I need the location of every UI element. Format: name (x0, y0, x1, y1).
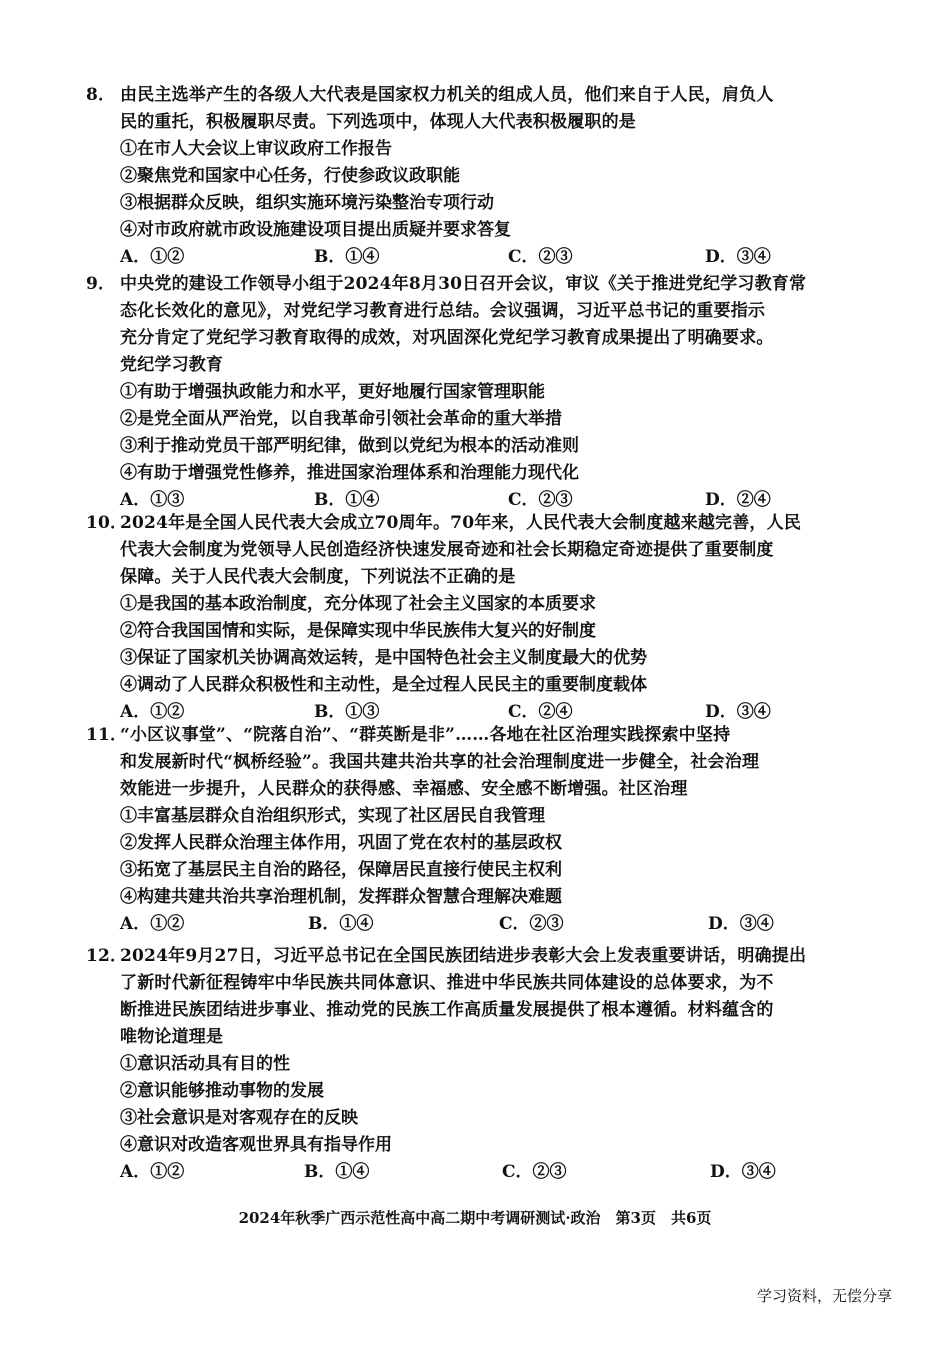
question-stem-line: 党纪学习教育 (120, 355, 224, 375)
statement-option: ③根据群众反映，组织实施环境污染整治专项行动 (120, 193, 494, 213)
statement-option: ②是党全面从严治党，以自我革命引领社会革命的重大举措 (120, 409, 562, 429)
statement-option: ②聚焦党和国家中心任务，行使参政议政职能 (120, 166, 460, 186)
choice-b: B．①③ (314, 702, 380, 722)
statement-option: ②发挥人民群众治理主体作用，巩固了党在农村的基层政权 (120, 833, 562, 853)
statement-option: ④构建共建共治共享治理机制，发挥群众智慧合理解决难题 (120, 887, 562, 907)
page-footer: 2024年秋季广西示范性高中高二期中考调研测试·政治 第3页 共6页 (238, 1209, 712, 1227)
answer-choices (86, 1159, 876, 1186)
choice-d: D．③④ (710, 1162, 776, 1182)
question-stem-line: 和发展新时代“枫桥经验”。我国共建共治共享的社会治理制度进一步健全，社会治理 (120, 752, 760, 772)
share-note: 学习资料，无偿分享 (756, 1287, 892, 1305)
statement-option: ①丰富基层群众自治组织形式，实现了社区居民自我管理 (120, 806, 545, 826)
statement-option: ①意识活动具有目的性 (120, 1054, 290, 1074)
question-stem-line: 代表大会制度为党领导人民创造经济快速发展奇迹和社会长期稳定奇迹提供了重要制度 (120, 540, 774, 560)
question-number: 10． (86, 513, 128, 533)
choice-c: C．②③ (502, 1162, 567, 1182)
question-stem-line: 断推进民族团结进步事业、推动党的民族工作高质量发展提供了根本遵循。材料蕴含的 (120, 1000, 774, 1020)
question-stem-line: 唯物论道理是 (120, 1027, 224, 1047)
question-12 (86, 943, 876, 1186)
choice-c: C．②④ (508, 702, 573, 722)
choice-d: D．③④ (705, 247, 771, 267)
question-stem-line: 2024年9月27日，习近平总书记在全国民族团结进步表彰大会上发表重要讲话，明确提出 (120, 946, 807, 966)
answer-choices (86, 911, 876, 938)
choice-b: B．①④ (314, 247, 380, 267)
question-stem-line: 中央党的建设工作领导小组于2024年8月30日召开会议，审议《关于推进党纪学习教育常 (120, 274, 807, 294)
answer-choices (86, 244, 876, 271)
question-stem-line: 了新时代新征程铸牢中华民族共同体意识、推进中华民族共同体建设的总体要求，为不 (120, 973, 774, 993)
choice-c: C．②③ (508, 490, 573, 510)
choice-c: C．②③ (499, 914, 564, 934)
question-stem-line: 由民主选举产生的各级人大代表是国家权力机关的组成人员，他们来自于人民，肩负人 (120, 85, 774, 105)
statement-option: ①有助于增强执政能力和水平，更好地履行国家管理职能 (120, 382, 545, 402)
question-stem-line: 充分肯定了党纪学习教育取得的成效，对巩固深化党纪学习教育成果提出了明确要求。 (120, 328, 774, 348)
statement-option: ④调动了人民群众积极性和主动性，是全过程人民民主的重要制度载体 (120, 675, 647, 695)
statement-option: ④有助于增强党性修养，推进国家治理体系和治理能力现代化 (120, 463, 579, 483)
question-number: 11． (86, 725, 128, 745)
choice-d: D．③④ (705, 702, 771, 722)
question-stem-line: 2024年是全国人民代表大会成立70周年。70年来，人民代表大会制度越来越完善，人民 (120, 513, 802, 533)
question-11 (86, 722, 876, 938)
question-8 (86, 82, 876, 271)
statement-option: ②符合我国国情和实际，是保障实现中华民族伟大复兴的好制度 (120, 621, 596, 641)
choice-a: A．①② (120, 247, 185, 267)
statement-option: ③利于推动党员干部严明纪律，做到以党纪为根本的活动准则 (120, 436, 579, 456)
choice-d: D．③④ (708, 914, 774, 934)
choice-c: C．②③ (508, 247, 573, 267)
question-number: 12． (86, 946, 128, 966)
choice-a: A．①② (120, 702, 185, 722)
choice-b: B．①④ (304, 1162, 370, 1182)
question-stem-line: 民的重托，积极履职尽责。下列选项中，体现人大代表积极履职的是 (120, 112, 636, 132)
statement-option: ①是我国的基本政治制度，充分体现了社会主义国家的本质要求 (120, 594, 596, 614)
statement-option: ④对市政府就市政设施建设项目提出质疑并要求答复 (120, 220, 511, 240)
question-stem-line: 效能进一步提升，人民群众的获得感、幸福感、安全感不断增强。社区治理 (120, 779, 688, 799)
question-number: 8． (86, 85, 116, 105)
question-10 (86, 510, 876, 726)
statement-option: ①在市人大会议上审议政府工作报告 (120, 139, 392, 159)
question-stem-line: “小区议事堂”、“院落自治”、“群英断是非”……各地在社区治理实践探索中坚持 (120, 725, 731, 745)
choice-a: A．①② (120, 1162, 185, 1182)
statement-option: ③拓宽了基层民主自治的路径，保障居民直接行使民主权利 (120, 860, 562, 880)
choice-a: A．①③ (120, 490, 185, 510)
choice-a: A．①② (120, 914, 185, 934)
statement-option: ②意识能够推动事物的发展 (120, 1081, 324, 1101)
question-number: 9． (86, 274, 116, 294)
choice-d: D．②④ (705, 490, 771, 510)
statement-option: ③社会意识是对客观存在的反映 (120, 1108, 358, 1128)
question-9 (86, 271, 876, 514)
question-stem-line: 保障。关于人民代表大会制度，下列说法不正确的是 (120, 567, 516, 587)
choice-b: B．①④ (308, 914, 374, 934)
choice-b: B．①④ (314, 490, 380, 510)
statement-option: ④意识对改造客观世界具有指导作用 (120, 1135, 392, 1155)
question-stem-line: 态化长效化的意见》，对党纪学习教育进行总结。会议强调，习近平总书记的重要指示 (120, 301, 766, 321)
statement-option: ③保证了国家机关协调高效运转，是中国特色社会主义制度最大的优势 (120, 648, 647, 668)
